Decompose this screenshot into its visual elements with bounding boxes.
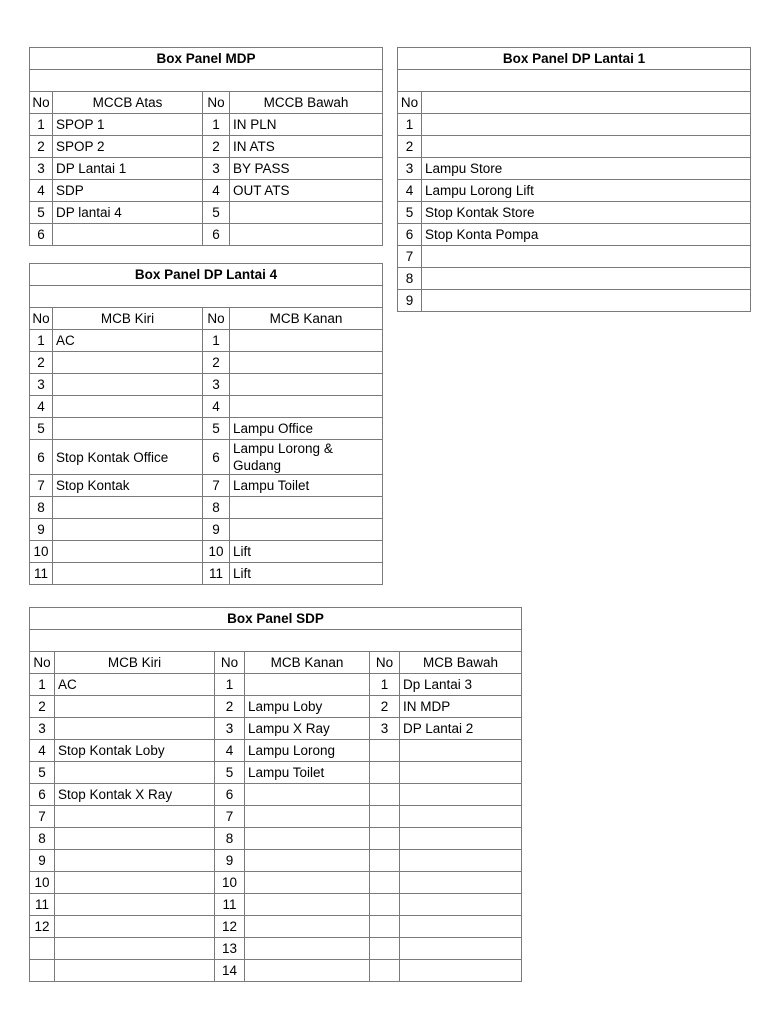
row-number-cell: 1 [30,330,53,352]
circuit-label-cell: Stop Kontak Store [422,202,751,224]
table-row [398,268,751,290]
circuit-label-cell [230,330,383,352]
table-row [30,180,383,202]
row-number-cell: 3 [203,158,230,180]
row-number-cell: 10 [30,872,55,894]
circuit-label-cell: Lampu Loby [245,696,370,718]
circuit-label-cell: Stop Konta Pompa [422,224,751,246]
circuit-label-cell [53,497,203,519]
sdp-panel-title: Box Panel SDP [30,608,522,630]
row-number-cell [370,894,400,916]
table-row [30,916,522,938]
circuit-label-cell [422,290,751,312]
table-row [30,519,383,541]
circuit-label-cell: Stop Kontak Loby [55,740,215,762]
column-header: No [30,652,55,674]
circuit-label-cell [230,352,383,374]
row-number-cell: 8 [203,497,230,519]
row-number-cell: 8 [30,828,55,850]
column-header: No [30,92,53,114]
table-row [30,784,522,806]
row-number-cell: 5 [30,202,53,224]
circuit-label-cell [55,718,215,740]
circuit-label-cell: Lampu Store [422,158,751,180]
circuit-label-cell: IN ATS [230,136,383,158]
circuit-label-cell [422,246,751,268]
circuit-label-cell [55,828,215,850]
row-number-cell: 11 [30,894,55,916]
circuit-label-cell [245,872,370,894]
row-number-cell: 9 [203,519,230,541]
circuit-label-cell [53,418,203,440]
dp-lantai-1-panel-table [397,47,751,312]
table-row [398,224,751,246]
table-row [30,960,522,982]
circuit-label-cell [245,938,370,960]
table-row [30,374,383,396]
circuit-label-cell [53,352,203,374]
sdp-panel-table [29,607,522,982]
row-number-cell: 4 [30,740,55,762]
circuit-label-cell [53,374,203,396]
table-row [398,158,751,180]
table-row [30,136,383,158]
circuit-label-cell [53,224,203,246]
blank-row [30,630,522,652]
row-number-cell: 6 [203,224,230,246]
circuit-label-cell [55,850,215,872]
column-header: MCCB Bawah [230,92,383,114]
circuit-label-cell [55,938,215,960]
circuit-label-cell [55,894,215,916]
row-number-cell: 12 [30,916,55,938]
circuit-label-cell: Lampu Lorong & Gudang [230,440,383,475]
row-number-cell: 3 [203,374,230,396]
circuit-label-cell: Stop Kontak X Ray [55,784,215,806]
column-header: No [30,308,53,330]
row-number-cell: 7 [398,246,422,268]
table-row [30,938,522,960]
circuit-label-cell [55,960,215,982]
table-row [30,114,383,136]
row-number-cell [370,850,400,872]
row-number-cell: 4 [30,396,53,418]
table-row [30,674,522,696]
row-number-cell: 1 [370,674,400,696]
row-number-cell: 4 [215,740,245,762]
circuit-label-cell [55,696,215,718]
row-number-cell [370,806,400,828]
row-number-cell: 1 [398,114,422,136]
circuit-label-cell [400,938,522,960]
column-header: MCB Kanan [245,652,370,674]
row-number-cell: 3 [30,374,53,396]
row-number-cell: 2 [370,696,400,718]
circuit-label-cell [422,268,751,290]
circuit-label-cell [245,828,370,850]
row-number-cell: 1 [203,114,230,136]
table-row [398,202,751,224]
circuit-label-cell: Lampu Lorong [245,740,370,762]
circuit-label-cell: Lift [230,563,383,585]
circuit-label-cell [400,806,522,828]
row-number-cell: 2 [203,136,230,158]
column-header [422,92,751,114]
row-number-cell: 5 [203,418,230,440]
table-row [30,396,383,418]
row-number-cell: 5 [30,762,55,784]
circuit-label-cell [230,202,383,224]
circuit-label-cell: BY PASS [230,158,383,180]
circuit-label-cell [400,828,522,850]
row-number-cell: 1 [215,674,245,696]
row-number-cell: 6 [30,784,55,806]
circuit-label-cell: Stop Kontak [53,475,203,497]
circuit-label-cell: DP lantai 4 [53,202,203,224]
row-number-cell: 8 [215,828,245,850]
table-row [30,850,522,872]
table-row [30,440,383,475]
circuit-label-cell: Lampu Toilet [230,475,383,497]
row-number-cell: 9 [398,290,422,312]
row-number-cell: 11 [215,894,245,916]
table-row [30,828,522,850]
row-number-cell: 10 [30,541,53,563]
column-header: MCB Kiri [53,308,203,330]
mdp-panel-title: Box Panel MDP [30,48,383,70]
circuit-label-cell: Dp Lantai 3 [400,674,522,696]
circuit-label-cell: IN PLN [230,114,383,136]
blank-row [398,70,751,92]
table-row [30,696,522,718]
dp-lantai-4-panel-table [29,263,383,585]
table-row [30,202,383,224]
column-header: MCCB Atas [53,92,203,114]
circuit-label-cell: SPOP 1 [53,114,203,136]
row-number-cell: 2 [30,696,55,718]
circuit-label-cell: Lift [230,541,383,563]
circuit-label-cell: DP Lantai 1 [53,158,203,180]
row-number-cell: 2 [398,136,422,158]
row-number-cell [370,938,400,960]
row-number-cell: 11 [203,563,230,585]
table-row [398,290,751,312]
row-number-cell [370,828,400,850]
circuit-label-cell [400,784,522,806]
row-number-cell: 10 [215,872,245,894]
row-number-cell: 14 [215,960,245,982]
table-row [398,180,751,202]
table-row [30,330,383,352]
circuit-label-cell [422,136,751,158]
row-number-cell: 6 [203,440,230,475]
row-number-cell: 3 [370,718,400,740]
row-number-cell: 13 [215,938,245,960]
circuit-label-cell [400,872,522,894]
table-row [30,740,522,762]
circuit-label-cell [400,916,522,938]
row-number-cell: 8 [30,497,53,519]
row-number-cell: 8 [398,268,422,290]
circuit-label-cell: Lampu Office [230,418,383,440]
row-number-cell: 3 [30,718,55,740]
circuit-label-cell [245,894,370,916]
row-number-cell [370,762,400,784]
row-number-cell: 5 [30,418,53,440]
row-number-cell: 5 [398,202,422,224]
circuit-label-cell [55,872,215,894]
row-number-cell: 1 [30,674,55,696]
circuit-label-cell [53,519,203,541]
mdp-header-row [30,92,383,114]
row-number-cell: 7 [30,806,55,828]
circuit-label-cell [245,916,370,938]
dp-lantai-1-panel-title: Box Panel DP Lantai 1 [398,48,751,70]
circuit-label-cell [230,396,383,418]
circuit-label-cell: AC [55,674,215,696]
row-number-cell: 1 [203,330,230,352]
table-row [30,718,522,740]
circuit-label-cell: OUT ATS [230,180,383,202]
table-row [30,418,383,440]
row-number-cell [30,960,55,982]
circuit-label-cell: DP Lantai 2 [400,718,522,740]
circuit-label-cell [55,916,215,938]
circuit-label-cell [53,563,203,585]
dp1-header-row [398,92,751,114]
row-number-cell: 6 [398,224,422,246]
row-number-cell: 2 [215,696,245,718]
table-row [30,563,383,585]
row-number-cell: 2 [30,352,53,374]
dp4-header-row [30,308,383,330]
row-number-cell: 4 [203,396,230,418]
row-number-cell: 7 [215,806,245,828]
row-number-cell [30,938,55,960]
row-number-cell: 2 [30,136,53,158]
row-number-cell: 3 [398,158,422,180]
row-number-cell [370,872,400,894]
circuit-label-cell [422,114,751,136]
circuit-label-cell [230,497,383,519]
table-row [398,114,751,136]
circuit-label-cell: Lampu X Ray [245,718,370,740]
row-number-cell: 5 [203,202,230,224]
circuit-label-cell [245,806,370,828]
circuit-label-cell [230,519,383,541]
row-number-cell: 12 [215,916,245,938]
column-header: No [203,308,230,330]
row-number-cell: 3 [30,158,53,180]
column-header: MCB Kanan [230,308,383,330]
row-number-cell: 3 [215,718,245,740]
row-number-cell: 4 [398,180,422,202]
circuit-label-cell [400,894,522,916]
table-row [30,224,383,246]
row-number-cell [370,740,400,762]
circuit-label-cell [53,396,203,418]
circuit-label-cell [400,740,522,762]
row-number-cell [370,784,400,806]
circuit-label-cell: IN MDP [400,696,522,718]
row-number-cell [370,960,400,982]
circuit-label-cell [55,762,215,784]
row-number-cell: 2 [203,352,230,374]
circuit-label-cell: AC [53,330,203,352]
row-number-cell: 7 [30,475,53,497]
row-number-cell: 9 [30,850,55,872]
circuit-label-cell: Lampu Lorong Lift [422,180,751,202]
table-row [398,136,751,158]
blank-row [30,70,383,92]
row-number-cell: 11 [30,563,53,585]
circuit-label-cell: Stop Kontak Office [53,440,203,475]
column-header: MCB Bawah [400,652,522,674]
column-header: No [203,92,230,114]
row-number-cell: 10 [203,541,230,563]
table-row [30,541,383,563]
circuit-label-cell [245,784,370,806]
table-row [30,475,383,497]
table-row [398,246,751,268]
row-number-cell: 9 [30,519,53,541]
circuit-label-cell [245,850,370,872]
circuit-label-cell [400,850,522,872]
row-number-cell: 5 [215,762,245,784]
row-number-cell: 6 [30,224,53,246]
circuit-label-cell: SDP [53,180,203,202]
row-number-cell: 6 [30,440,53,475]
circuit-label-cell: Lampu Toilet [245,762,370,784]
circuit-label-cell [400,960,522,982]
row-number-cell: 1 [30,114,53,136]
table-row [30,497,383,519]
table-row [30,158,383,180]
dp-lantai-4-panel-title: Box Panel DP Lantai 4 [30,264,383,286]
row-number-cell: 7 [203,475,230,497]
table-row [30,762,522,784]
column-header: MCB Kiri [55,652,215,674]
blank-row [30,286,383,308]
column-header: No [215,652,245,674]
circuit-label-cell [400,762,522,784]
mdp-panel-table [29,47,383,246]
circuit-label-cell [53,541,203,563]
circuit-label-cell [230,224,383,246]
circuit-label-cell [245,960,370,982]
table-row [30,894,522,916]
column-header: No [398,92,422,114]
sdp-header-row [30,652,522,674]
row-number-cell [370,916,400,938]
circuit-label-cell: SPOP 2 [53,136,203,158]
row-number-cell: 4 [203,180,230,202]
row-number-cell: 4 [30,180,53,202]
table-row [30,806,522,828]
circuit-label-cell [55,806,215,828]
row-number-cell: 6 [215,784,245,806]
column-header: No [370,652,400,674]
circuit-label-cell [230,374,383,396]
circuit-label-cell [245,674,370,696]
row-number-cell: 9 [215,850,245,872]
table-row [30,352,383,374]
table-row [30,872,522,894]
